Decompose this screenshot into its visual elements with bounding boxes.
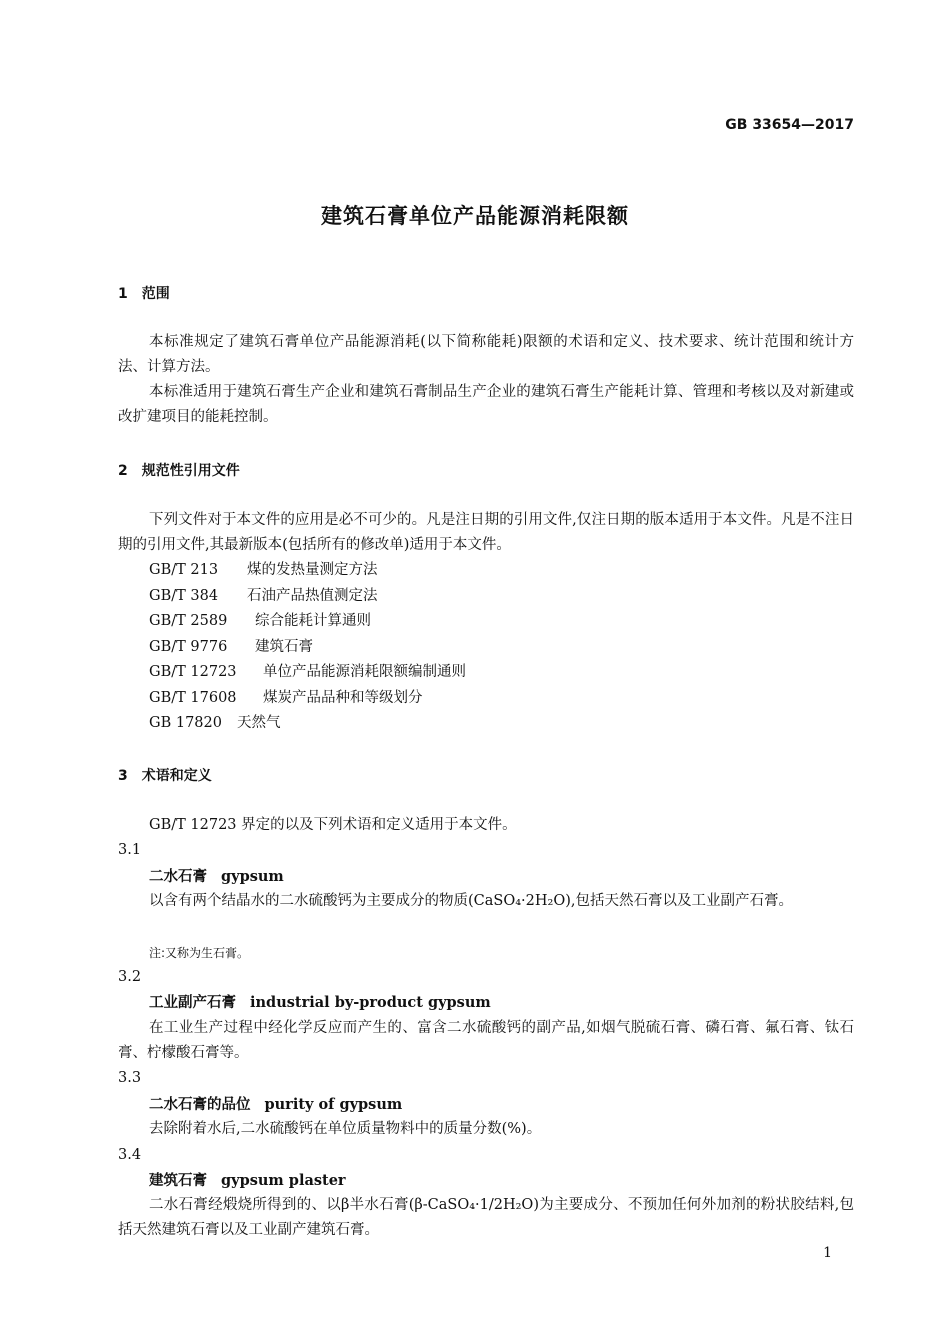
term-english: gypsum [221, 868, 284, 885]
reference-item [149, 635, 466, 661]
term-english: purity of gypsum [264, 1096, 403, 1113]
section-1-paragraph-2: 本标准适用于建筑石膏生产企业和建筑石膏制品生产企业的建筑石膏生产能耗计算、管理和考核以及对新建或改扩建项目的能耗控制。 [118, 384, 854, 425]
term-number: 3.1 [118, 842, 142, 858]
term-number: 3.3 [118, 1070, 142, 1086]
reference-code: GB 17820 [149, 715, 222, 731]
term-number: 3.2 [118, 969, 142, 985]
reference-title: 建筑石膏 [255, 638, 313, 655]
term-name: 二水石膏的品位 [149, 1097, 251, 1113]
reference-code: GB/T 213 [149, 562, 219, 578]
reference-item [149, 711, 466, 737]
term-heading [149, 864, 284, 890]
reference-item [149, 609, 466, 635]
section-1-paragraph-1: 本标准规定了建筑石膏单位产品能源消耗(以下简称能耗)限额的术语和定义、技术要求、统计范围和统计方法、计算方法。 [118, 334, 854, 375]
reference-item [149, 584, 466, 610]
term-definition: 以含有两个结晶水的二水硫酸钙为主要成分的物质(CaSO₄·2H₂O),包括天然石膏以及工业副产石膏。 [149, 893, 793, 909]
term-english: gypsum plaster [221, 1172, 346, 1189]
term-note: 注:又称为生石膏。 [149, 946, 250, 960]
term-name: 二水石膏 [149, 869, 207, 885]
term-heading [149, 990, 491, 1016]
term-heading [149, 1168, 346, 1194]
section-3-heading: 3 术语和定义 [118, 768, 212, 784]
reference-item [149, 660, 466, 686]
reference-code: GB/T 12723 [149, 664, 237, 680]
reference-title: 单位产品能源消耗限额编制通则 [263, 664, 466, 680]
term-number: 3.4 [118, 1147, 142, 1163]
reference-title: 天然气 [237, 715, 281, 731]
section-1-heading: 1 范围 [118, 286, 170, 302]
standard-number: GB 33654—2017 [725, 117, 854, 133]
reference-code: GB/T 2589 [149, 613, 228, 629]
page-number: 1 [823, 1245, 832, 1261]
reference-code: GB/T 384 [149, 587, 219, 604]
document-title: 建筑石膏单位产品能源消耗限额 [321, 204, 629, 228]
section-3-intro: GB/T 12723 界定的以及下列术语和定义适用于本文件。 [149, 817, 517, 833]
term-definition: 去除附着水后,二水硫酸钙在单位质量物料中的质量分数(%)。 [149, 1121, 542, 1137]
term-definition: 在工业生产过程中经化学反应而产生的、富含二水硫酸钙的副产品,如烟气脱硫石膏、磷石膏、氟石膏、钛石膏、柠檬酸石膏等。 [118, 1020, 854, 1061]
term-english: industrial by-product gypsum [250, 994, 491, 1011]
reference-title: 煤的发热量测定方法 [247, 562, 378, 578]
reference-title: 石油产品热值测定法 [247, 587, 378, 604]
section-2-heading: 2 规范性引用文件 [118, 463, 240, 479]
term-name: 工业副产石膏 [149, 995, 236, 1011]
section-2-intro: 下列文件对于本文件的应用是必不可少的。凡是注日期的引用文件,仅注日期的版本适用于本文件。凡是不注日期的引用文件,其最新版本(包括所有的修改单)适用于本文件。 [118, 512, 854, 553]
reference-item [149, 558, 466, 584]
reference-code: GB/T 17608 [149, 689, 237, 706]
term-name: 建筑石膏 [149, 1173, 207, 1189]
term-definition: 二水石膏经煅烧所得到的、以β半水石膏(β-CaSO₄·1/2H₂O)为主要成分、不预加任何外加剂的粉状胶结料,包括天然建筑石膏以及工业副产建筑石膏。 [118, 1197, 854, 1238]
term-heading [149, 1092, 402, 1118]
normative-reference-list [149, 558, 466, 737]
reference-title: 煤炭产品品种和等级划分 [263, 689, 423, 706]
reference-item [149, 686, 466, 712]
reference-code: GB/T 9776 [149, 638, 228, 655]
reference-title: 综合能耗计算通则 [255, 613, 371, 629]
